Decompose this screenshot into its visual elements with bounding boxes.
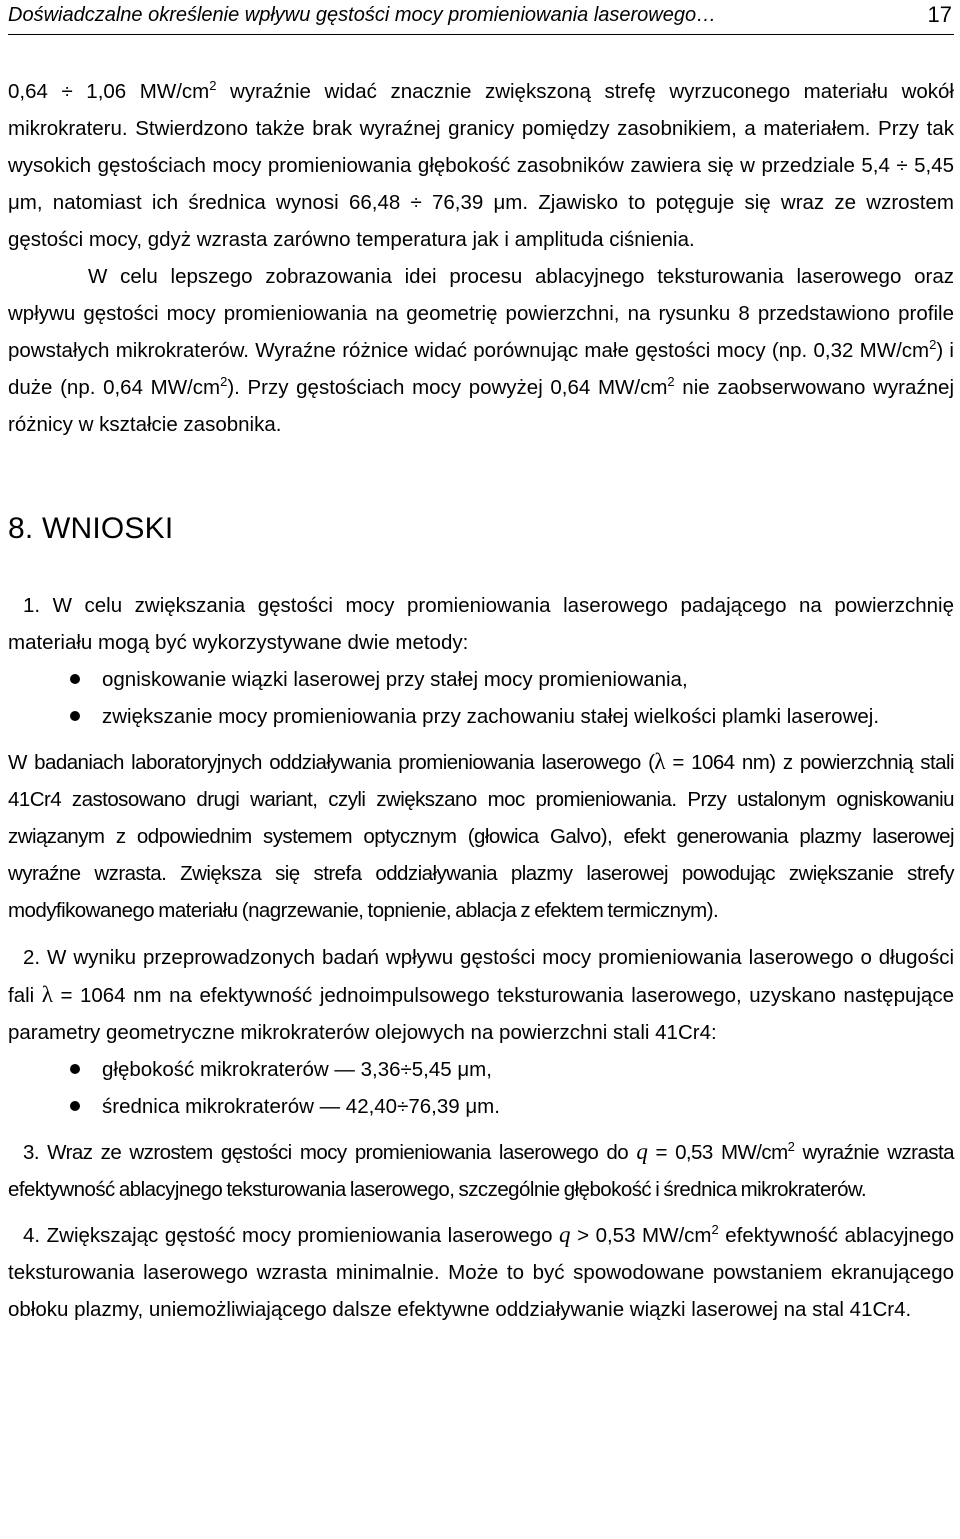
paragraph-profiles: W celu lepszego zobrazowania idei procesu ablacyjnego teksturowania laserowego oraz wpływu gęstości mocy promieniowania na geometrię powierzchni, na rysunku 8 przedstawiono profile powstałych mikrokraterów. Wyraźne różnice widać porównując małe gęstości mocy (np. 0,32 $MW/cm^2$) i duże (np. 0,64 $MW/cm^2$). Przy gęstościach mocy powyżej 0,64 $MW/cm^2$ nie zaobserwowano wyraźnej różnicy w kształcie zasobnika. — [8, 265, 955, 436]
conclusion-2-parameters-list — [8, 1051, 954, 1125]
bullet-icon — [70, 674, 80, 684]
conclusion-2: 2. W wyniku przeprowadzonych badań wpływu gęstości mocy promieniowania laserowego o długości fali λ = 1064 nm na efektywność jednoimpulsowego teksturowania laserowego, uzyskano następujące parametry geometryczne mikrokraterów olejowych na powierzchni stali 41Cr4: — [8, 946, 954, 1044]
bullet-icon — [70, 1101, 80, 1111]
list-item: głębokość mikrokraterów — 3,36÷5,45 μm, — [8, 1051, 954, 1088]
conclusion-3: 3. Wraz ze wzrostem gęstości mocy promieniowania laserowego do q = 0,53 $MW/cm^2$ wyraźnie wzrasta efektywność ablacyjnego teksturowania laserowego, szczególnie głębokość i średnica mikrokraterów. — [8, 1139, 954, 1201]
conclusion-1-body: W badaniach laboratoryjnych oddziaływania promieniowania laserowego (λ = 1064 nm) z powierzchnią stali 41Cr4 zastosowano drugi wariant, czyli zwiększano moc promieniowania. Przy ustalonym ogniskowaniu związanym z odpowiednim systemem optycznym (głowica Galvo), efekt generowania plazmy laserowej wyraźne wzrasta. Zwiększa się strefa oddziaływania plazmy laserowej powodując zwiększanie strefy modyfikowanego materiału (nagrzewanie, topnienie, ablacja z efektem termicznym). — [8, 749, 954, 922]
section-heading-conclusions: 8. WNIOSKI — [8, 512, 174, 545]
list-item: ogniskowanie wiązki laserowej przy stałej mocy promieniowania, — [8, 661, 954, 698]
page-number: 17 — [927, 2, 952, 27]
conclusion-1-intro: 1. W celu zwiększania gęstości mocy promieniowania laserowego padającego na powierzchnię materiału mogą być wykorzystywane dwie metody: — [8, 594, 954, 654]
conclusion-1-methods-list — [8, 661, 954, 735]
conclusion-4: 4. Zwiększając gęstość mocy promieniowania laserowego q > 0,53 $MW/cm^2$ efektywność ablacyjnego teksturowania laserowego wzrasta minimalnie. Może to być spowodowane powstaniem ekranującego obłoku plazmy, uniemożliwiającego dalsze efektywne oddziaływanie wiązki laserowej na stal 41Cr4. — [8, 1222, 954, 1321]
running-title: Doświadczalne określenie wpływu gęstości mocy promieniowania laserowego… — [8, 4, 717, 26]
bullet-icon — [70, 1064, 80, 1074]
page-header — [8, 0, 954, 35]
paragraph-microcrater-zone: 0,64 ÷ 1,06 $MW/cm^2$ wyraźnie widać znacznie zwiększoną strefę wyrzuconego materiału wokół mikrokrateru. Stwierdzono także brak wyraźnej granicy pomiędzy zasobnikiem, a materiałem. Przy tak wysokich gęstościach mocy promieniowania głębokość zasobników zawiera się w przedziale 5,4 ÷ 5,45 μm, natomiast ich średnica wynosi 66,48 ÷ 76,39 μm. Zjawisko to potęguje się wraz ze wzrostem gęstości mocy, gdyż wzrasta zarówno temperatura jak i amplituda ciśnienia. — [8, 78, 954, 251]
bullet-icon — [70, 711, 80, 721]
document-page — [8, 0, 954, 1328]
list-item: zwiększanie mocy promieniowania przy zachowaniu stałej wielkości plamki laserowej. — [8, 698, 954, 735]
list-item: średnica mikrokraterów — 42,40÷76,39 μm. — [8, 1088, 954, 1125]
